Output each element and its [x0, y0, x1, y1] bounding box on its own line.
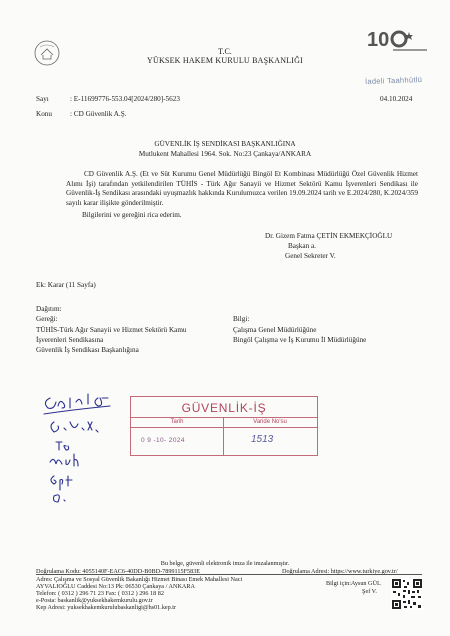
anniversary-100-icon [363, 26, 431, 56]
gere-label: Gereği: [36, 315, 58, 323]
konu-value: : CD Güvenlik A.Ş. [70, 110, 127, 118]
verification-address[interactable]: Doğrulama Adresi: https://www.turkiye.gov.tr/ [282, 568, 398, 575]
gere-item: TÜHİS-Türk Ağır Sanayii ve Hizmet Sektörü Kamu [36, 326, 187, 334]
konu-label: Konu [36, 110, 52, 118]
qr-code-icon [391, 578, 423, 610]
body-closing: Bilgilerini ve gereğini rica ederim. [82, 211, 182, 219]
footer-line: Telefon: ( 0312 ) 296 71 23 Fax: ( 0312 ) 296 18 82 [36, 590, 164, 597]
sayi-label: Sayı [36, 95, 49, 103]
stamp-varide-label: Varide No'su [253, 419, 287, 425]
stamp-title: GÜVENLİK-İŞ [181, 401, 267, 415]
signatory-name: Dr. Gizem Fatma ÇETİN EKMEKÇİOĞLU [265, 232, 393, 240]
sayi-value: : E-11699776-553.04[2024/280]-5623 [70, 95, 180, 103]
signatory-title-2: Genel Sekreter V. [285, 252, 336, 260]
stamp-date: 0 9 -10- 2024 [141, 437, 185, 444]
handwritten-note [40, 384, 115, 504]
verification-code: Doğrulama Kodu: 4055140F-EAC6-40DD-B0BD-7899115F583E [36, 568, 201, 575]
org-name: YÜKSEK HAKEM KURULU BAŞKANLIĞI [147, 56, 303, 65]
received-stamp [130, 396, 318, 456]
bilgi-item: Çalışma Genel Müdürlüğüne [233, 326, 317, 334]
svg-text:10: 10 [367, 29, 390, 51]
signatory-title-1: Başkan a. [288, 242, 316, 250]
footer-line: Kep Adresi: yuksekhakemkurulubaskanligi@hs01.kep.tr [36, 604, 177, 611]
footer-line: e-Posta: baskanlik@yuksekhakemkurulu.gov.tr [36, 597, 153, 604]
stamp-number: 1513 [251, 434, 274, 445]
footer-divider [36, 574, 422, 575]
recipient-name: GÜVENLİK İŞ SENDİKASI BAŞKANLIĞINA [154, 140, 296, 148]
bilgi-label: Bilgi: [233, 315, 250, 323]
distribution-label: Dağıtım: [36, 305, 62, 313]
postal-stamp: İadeli Taahhütlü [364, 75, 423, 86]
stamp-tarih-label: Tarih [170, 419, 184, 425]
gere-item: İşverenleri Sendikasına [36, 336, 104, 344]
anniversary-logo [363, 26, 431, 56]
document-date: 04.10.2024 [380, 95, 413, 103]
footer-line: Adres: Çalışma ve Sosyal Güvenlik Bakanlığı Hizmet Binası Emek Mahallesi Naci [36, 576, 243, 583]
gere-item: Güvenlik İş Sendikası Başkanlığına [36, 346, 139, 354]
bilgi-item: Bingöl Çalışma ve İş Kurumu İl Müdürlüğüne [233, 336, 367, 344]
body-paragraph: CD Güvenlik A.Ş. (Et ve Süt Kurumu Genel Müdürlüğü Bingöl Et Kombinası Müdürlüğü Özel Güvenlik Hizmet Alımı İşi) tarafından yetkilendirilen TÜHİS - Türk Ağır Sanayii ve Hizmet Sektörü Kamu İşverenleri Sendikası ile Güvenlik-İş Sendikası arasındaki uyuşmazlık hakkında Kurulumuzca verilen 19.09.2024 tarih ve E.2024/280, K.2024/359 sayılı karar ilişikte gönderilmiştir. [66, 170, 418, 207]
contact-title: Şef V. [362, 588, 377, 595]
attachments: Ek: Karar (11 Sayfa) [36, 281, 96, 289]
contact-person: Bilgi için:Aysun GÜL [326, 580, 381, 587]
recipient-address: Mutlukent Mahallesi 1964. Sok. No:23 Çankaya/ANKARA [138, 150, 312, 158]
footer-line: AYVALIOĞLU Caddesi No:13 Pk: 06530 Çankaya / ANKARA [36, 583, 195, 590]
esign-note: Bu belge, güvenli elektronik imza ile imzalanmıştır. [160, 560, 290, 567]
org-abbr: T.C. [218, 47, 232, 56]
